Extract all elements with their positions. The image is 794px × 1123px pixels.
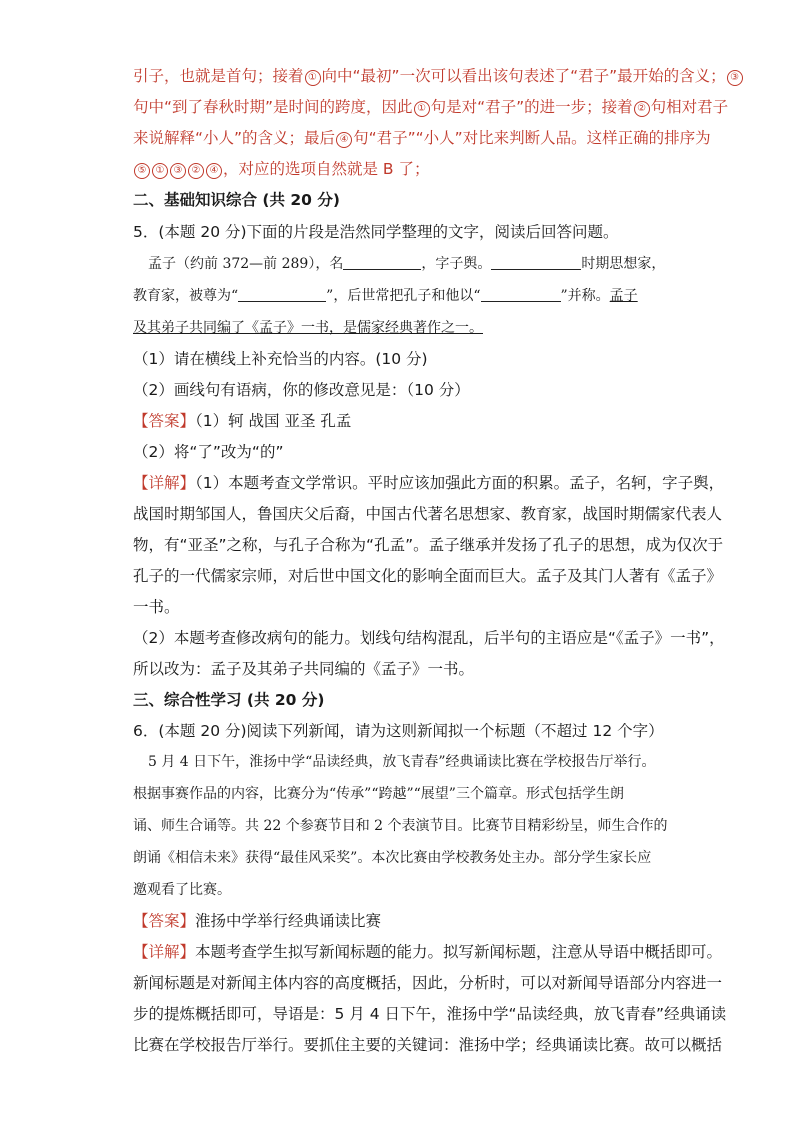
q6-answer xyxy=(133,911,381,931)
q5-sub-1: （1）请在横线上补充恰当的内容。(10 分) xyxy=(133,350,428,368)
text: ，字子舆。 xyxy=(421,256,492,272)
q6-news-line-4: 朗诵《相信未来》获得“最佳风采奖”。本次比赛由学校教务处主办。部分学生家长应 xyxy=(133,850,652,866)
q6-detail-line-3: 步的提炼概括即可，导语是：5 月 4 日下午，淮扬中学“品读经典，放飞青春”经典诵读 xyxy=(133,1005,727,1023)
circled-number: ② xyxy=(188,163,204,179)
q5-detail-line-2: 战国时期邹国人，鲁国庆父后裔，中国古代著名思想家、教育家，战国时期儒家代表人 xyxy=(133,505,723,523)
text: 句中“到了春秋时期”是时间的跨度，因此 xyxy=(133,98,413,116)
section-2-heading: 二、基础知识综合 (共 20 分) xyxy=(133,191,340,209)
text: 句是对“君子”的进一步；接着 xyxy=(430,98,633,116)
circled-number: ④ xyxy=(206,163,222,179)
q5-detail-line-5: 一书。 xyxy=(133,598,180,616)
text: ，对应的选项自然就是 B 了； xyxy=(223,160,430,178)
q6-news-line-2: 根据事赛作品的内容，比赛分为“传承”“跨越”“展望”三个篇章。形式包括学生朗 xyxy=(133,786,624,802)
circled-number: ② xyxy=(634,101,650,117)
answer-label: 【答案】 xyxy=(133,412,196,430)
q4-line-2 xyxy=(133,97,728,117)
fill-blank xyxy=(491,254,581,270)
detail-label: 【详解】 xyxy=(133,474,196,492)
fill-blank xyxy=(343,254,421,270)
q6-news-line-1: 5 月 4 日下午，淮扬中学“品读经典，放飞青春”经典诵读比赛在学校报告厅举行。 xyxy=(148,754,656,770)
detail-label: 【详解】 xyxy=(133,943,196,961)
circled-number: ⑤ xyxy=(134,163,150,179)
q6-news-line-3: 诵、师生合诵等。共 22 个参赛节目和 2 个表演节目。比赛节目精彩纷呈，师生合作的 xyxy=(133,818,668,834)
q6-detail-line-1 xyxy=(133,942,722,962)
underlined-sentence: 及其弟子共同编了《孟子》一书，是儒家经典著作之一。 xyxy=(133,320,483,336)
q4-line-4 xyxy=(133,159,430,179)
q5-detail-line-6: （2）本题考查修改病句的能力。划线句结构混乱，后半句的主语应是“《孟子》一书”， xyxy=(133,629,725,647)
text: 时期思想家， xyxy=(581,256,666,272)
fill-blank xyxy=(481,286,561,302)
circled-number: ① xyxy=(414,101,430,117)
text: 向中“最初”一次可以看出该句表述了“君子”最开始的含义； xyxy=(321,67,726,85)
q6-detail-line-2: 新闻标题是对新闻主体内容的高度概括，因此，分析时，可以对新闻导语部分内容进一 xyxy=(133,974,723,992)
q5-answer xyxy=(133,411,351,431)
fill-blank xyxy=(238,286,326,302)
text: 孟子（约前 372—前 289），名 xyxy=(148,256,344,272)
q5-detail-line-3: 物，有“亚圣”之称，与孔子合称为“孔孟”。孟子继承并发扬了孔子的思想，成为仅次于 xyxy=(133,536,724,554)
text: 句“君子”“小人”对比来判断人品。这样正确的排序为 xyxy=(353,129,711,147)
circled-number: ③ xyxy=(170,163,186,179)
q4-line-3 xyxy=(133,128,711,148)
q6-detail-line-4: 比赛在学校报告厅举行。要抓住主要的关键词：淮扬中学；经典诵读比赛。故可以概括 xyxy=(133,1036,723,1054)
text: 本题考查学生拟写新闻标题的能力。拟写新闻标题，注意从导语中概括即可。 xyxy=(195,943,723,961)
text: ”，后世常把孔子和他以“ xyxy=(326,288,481,304)
text: 引子，也就是首句；接着 xyxy=(133,67,304,85)
answer-text: 淮扬中学举行经典诵读比赛 xyxy=(195,912,382,930)
answer-text: （1）轲 战国 亚圣 孔孟 xyxy=(195,412,352,430)
text: 来说解释“小人”的含义；最后 xyxy=(133,129,336,147)
q6-stem: 6．(本题 20 分)阅读下列新闻，请为这则新闻拟一个标题（不超过 12 个字） xyxy=(133,722,664,740)
q5-passage-line-1 xyxy=(148,254,665,274)
text: （1）本题考查文学常识。平时应该加强此方面的积累。孟子，名轲，字子舆， xyxy=(195,474,725,492)
q5-detail-line-7: 所以改为：孟子及其弟子共同编的《孟子》一书。 xyxy=(133,660,475,678)
underlined-sentence: 孟子 xyxy=(609,288,638,304)
answer-label: 【答案】 xyxy=(133,912,196,930)
section-3-heading: 三、综合性学习 (共 20 分) xyxy=(133,691,325,709)
circled-number: ④ xyxy=(336,132,352,148)
text: 句相对君子 xyxy=(650,98,729,116)
q6-news-line-5: 邀观看了比赛。 xyxy=(133,882,231,898)
q5-stem: 5．(本题 20 分)下面的片段是浩然同学整理的文字，阅读后回答问题。 xyxy=(133,223,619,241)
circled-number: ① xyxy=(152,163,168,179)
circled-number: ① xyxy=(305,70,321,86)
q5-answer-2: （2）将“了”改为“的” xyxy=(133,443,284,461)
q5-passage-line-2 xyxy=(133,286,638,306)
q5-detail-line-4: 孔子的一代儒家宗师，对后世中国文化的影响全面而巨大。孟子及其门人著有《孟子》 xyxy=(133,567,723,585)
q5-detail-line-1 xyxy=(133,473,724,493)
text: ”并称。 xyxy=(560,288,610,304)
q4-line-1 xyxy=(133,66,744,86)
circled-number: ③ xyxy=(727,70,743,86)
q5-sub-2: （2）画线句有语病，你的修改意见是：（10 分） xyxy=(133,381,470,399)
text: 教育家，被尊为“ xyxy=(133,288,239,304)
